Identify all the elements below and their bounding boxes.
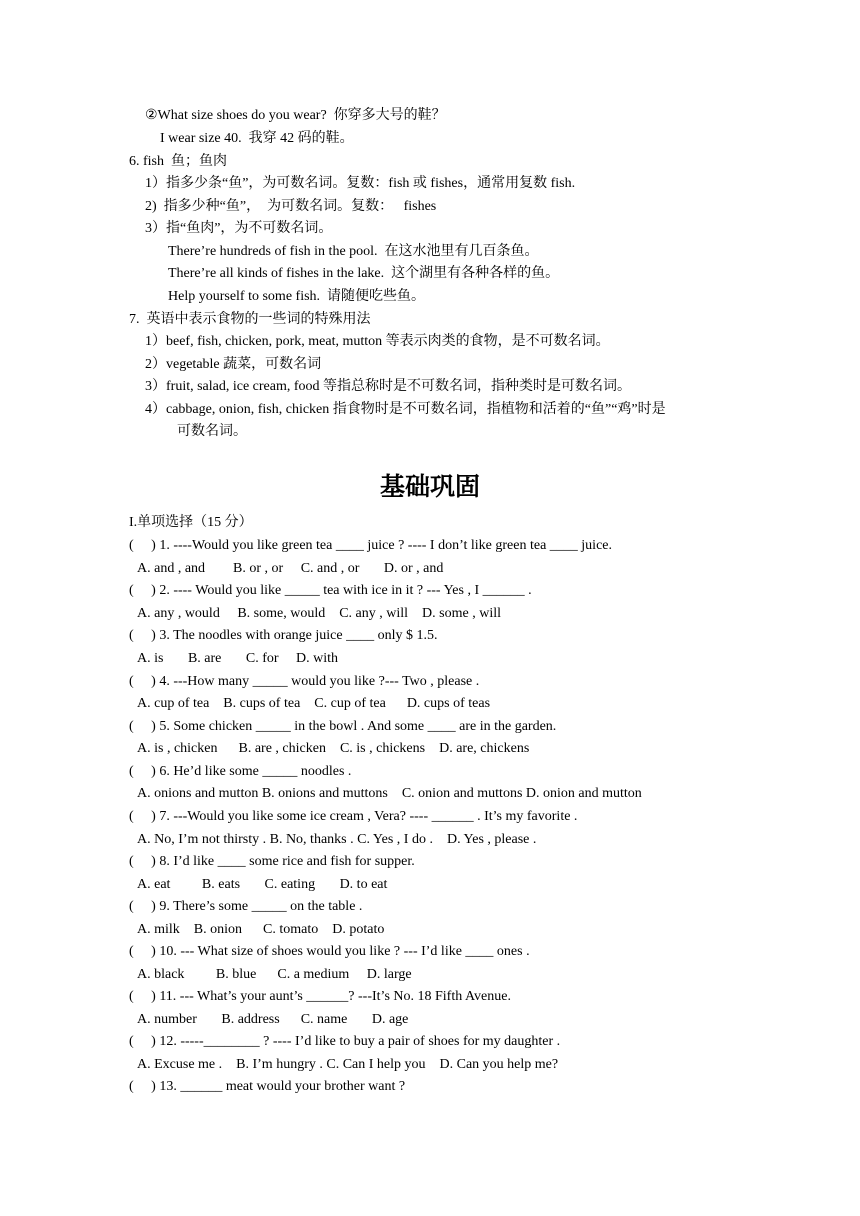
- question-7-options: A. No, I’m not thirsty . B. No, thanks . C. Yes , I do . D. Yes , please .: [137, 832, 537, 847]
- question-13: ( ) 13. ______ meat would your brother want ?: [129, 1079, 406, 1094]
- question-5: ( ) 5. Some chicken _____ in the bowl . And some ____ are in the garden.: [129, 719, 557, 734]
- question-4: ( ) 4. ---How many _____ would you like ?--- Two , please .: [129, 674, 480, 689]
- question-11: ( ) 11. --- What’s your aunt’s ______? ---It’s No. 18 Fifth Avenue.: [129, 989, 511, 1004]
- note-food-point-4: 4）cabbage, onion, fish, chicken 指食物时是不可数名词，指植物和活着的“鱼”“鸡”时是: [145, 402, 666, 417]
- question-6-options: A. onions and mutton B. onions and muttons C. onion and muttons D. onion and mutton: [137, 786, 642, 801]
- question-11-options: A. number B. address C. name D. age: [137, 1012, 409, 1027]
- question-10: ( ) 10. --- What size of shoes would you like ? --- I’d like ____ ones .: [129, 944, 530, 959]
- note-fish-heading: 6. fish 鱼；鱼肉: [129, 154, 227, 169]
- section-title: 基础巩固: [379, 472, 480, 501]
- question-1: ( ) 1. ----Would you like green tea ____ juice ? ---- I don’t like green tea ____ juice.: [129, 538, 612, 553]
- question-8-options: A. eat B. eats C. eating D. to eat: [137, 877, 388, 892]
- question-3: ( ) 3. The noodles with orange juice ____ only $ 1.5.: [129, 628, 438, 643]
- question-1-options: A. and , and B. or , or C. and , or D. or , and: [137, 561, 444, 576]
- question-8: ( ) 8. I’d like ____ some rice and fish for supper.: [129, 854, 415, 869]
- note-fish-example-1: There’re hundreds of fish in the pool. 在这水池里有几百条鱼。: [168, 244, 539, 259]
- note-fish-point-2: 2) 指多少种“鱼”， 为可数名词。复数： fishes: [145, 199, 437, 214]
- note-fish-point-3: 3）指“鱼肉”，为不可数名词。: [145, 221, 333, 236]
- note-food-point-4-cont: 可数名词。: [177, 424, 247, 439]
- note-food-point-1: 1）beef, fish, chicken, pork, meat, mutton 等表示肉类的食物，是不可数名词。: [145, 334, 610, 349]
- question-9: ( ) 9. There’s some _____ on the table .: [129, 899, 363, 914]
- question-3-options: A. is B. are C. for D. with: [137, 651, 339, 666]
- question-6: ( ) 6. He’d like some _____ noodles .: [129, 764, 352, 779]
- note-fish-example-3: Help yourself to some fish. 请随便吃些鱼。: [168, 289, 426, 304]
- note-food-heading: 7. 英语中表示食物的一些词的特殊用法: [129, 312, 371, 327]
- question-10-options: A. black B. blue C. a medium D. large: [137, 967, 412, 982]
- question-2-options: A. any , would B. some, would C. any , will D. some , will: [137, 606, 501, 621]
- note-fish-example-2: There’re all kinds of fishes in the lake. 这个湖里有各种各样的鱼。: [168, 266, 560, 281]
- exercise-heading: I.单项选择（15 分）: [129, 515, 253, 530]
- note-shoes-answer: I wear size 40. 我穿 42 码的鞋。: [160, 131, 354, 146]
- question-2: ( ) 2. ---- Would you like _____ tea with ice in it ? --- Yes , I ______ .: [129, 583, 532, 598]
- question-7: ( ) 7. ---Would you like some ice cream , Vera? ---- ______ . It’s my favorite .: [129, 809, 578, 824]
- note-food-point-2: 2）vegetable 蔬菜，可数名词: [145, 357, 322, 372]
- question-5-options: A. is , chicken B. are , chicken C. is , chickens D. are, chickens: [137, 741, 530, 756]
- question-12: ( ) 12. -----________ ? ---- I’d like to buy a pair of shoes for my daughter .: [129, 1034, 561, 1049]
- question-12-options: A. Excuse me . B. I’m hungry . C. Can I help you D. Can you help me?: [137, 1057, 559, 1072]
- note-fish-point-1: 1）指多少条“鱼”，为可数名词。复数：fish 或 fishes，通常用复数 fish.: [145, 176, 576, 191]
- note-food-point-3: 3）fruit, salad, ice cream, food 等指总称时是不可数名词，指种类时是可数名词。: [145, 379, 632, 394]
- question-4-options: A. cup of tea B. cups of tea C. cup of tea D. cups of teas: [137, 696, 491, 711]
- note-shoes-question: ②What size shoes do you wear? 你穿多大号的鞋？: [145, 108, 446, 123]
- question-9-options: A. milk B. onion C. tomato D. potato: [137, 922, 385, 937]
